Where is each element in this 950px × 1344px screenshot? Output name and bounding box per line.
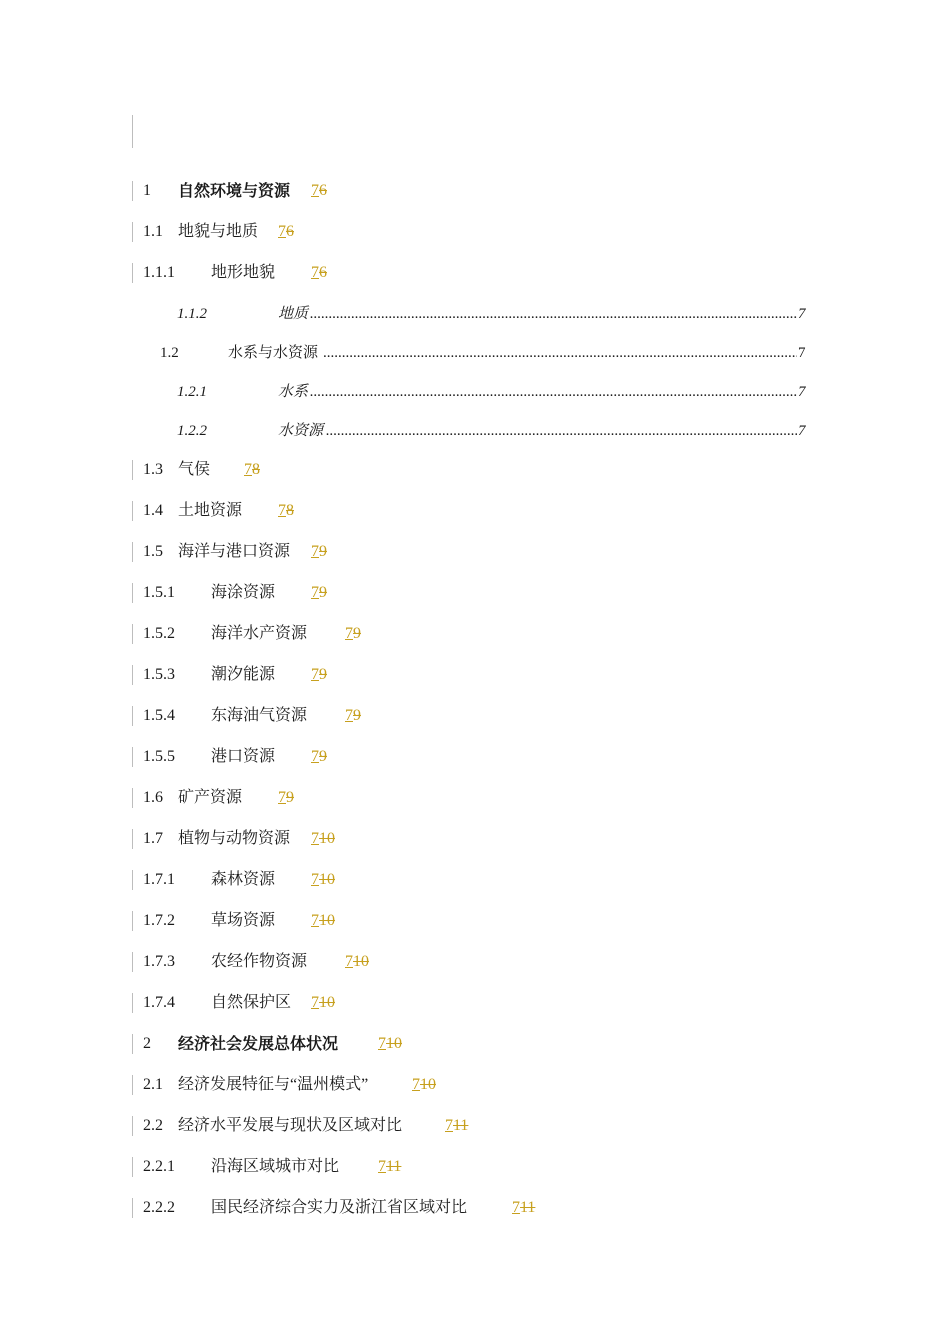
- page-number: 79: [311, 543, 327, 560]
- page-number: 710: [311, 912, 335, 929]
- page-number: 711: [378, 1158, 402, 1175]
- change-bar: [132, 1075, 133, 1095]
- change-bar: [132, 665, 133, 685]
- page-number: 79: [311, 748, 327, 765]
- change-bar: [132, 181, 133, 201]
- page-number: 79: [278, 789, 294, 806]
- change-bar: [132, 829, 133, 849]
- change-bar: [132, 583, 133, 603]
- page-number: 76: [311, 264, 327, 281]
- change-bar: [132, 1198, 133, 1218]
- change-bar: [132, 1116, 133, 1136]
- document-page: 1 自然环境与资源 76 1.1 地貌与地质 76 1.1.1 地形地貌 76 1.1.2 地质 ..... 7 1.2 水系与水资源 ..... 7 1.2.1 水系 ..... 7 1.2.2 水资源 ..... 7 1.3 气侯 78 1.4 土地资源 78 1.5 海洋与港口资源 79 1.5.1 海涂资源 79 1.5.2 海洋水产资源 79 1.5.3 潮汐能源 79 1.5.4 东海油气资源 79 1.5.5 港口资源 79 1.6 矿产资源 79 1.7 植物与动物资源 710 1.7.1 森林资源 710 1.7.2 草场资源 710 1.7.3 农经作物资源 710 1.7.4 自然保护区 710 2 经济社会发展总体状况 710 2.1 经济发展特征与“温州模式” 710 2.2 经济水平发展与现状及区域对比 711 2.2.1 沿海区域城市对比 711 2.2.2 国民经济综合实力及浙江省区域对比 711: [0, 0, 950, 1344]
- page-number: 710: [378, 1035, 402, 1052]
- change-bar: [132, 222, 133, 242]
- page-number: 7: [798, 306, 806, 322]
- change-bar: [132, 952, 133, 972]
- dot-leader: [310, 382, 797, 402]
- page-number: 79: [311, 666, 327, 683]
- change-bar: [132, 911, 133, 931]
- page-number: 711: [512, 1199, 536, 1216]
- page-number: 76: [278, 223, 294, 240]
- change-bar: [132, 1157, 133, 1177]
- dot-leader: [310, 304, 797, 324]
- page-number: 710: [412, 1076, 436, 1093]
- page-number: 710: [311, 994, 335, 1011]
- page-number: 78: [278, 502, 294, 519]
- change-bar: [132, 706, 133, 726]
- change-bar: [132, 788, 133, 808]
- change-bar: [132, 747, 133, 767]
- change-bar: [132, 624, 133, 644]
- page-number: 79: [311, 584, 327, 601]
- change-bar: [132, 993, 133, 1013]
- page-number: 7: [798, 423, 806, 439]
- dot-leader: [323, 343, 797, 363]
- page-number: 7: [798, 384, 806, 400]
- page-number: 710: [311, 830, 335, 847]
- page-number: 710: [345, 953, 369, 970]
- page-number: 76: [311, 182, 327, 199]
- page-number: 79: [345, 625, 361, 642]
- page-number: 79: [345, 707, 361, 724]
- page-number: 7: [798, 345, 806, 361]
- change-bar: [132, 460, 133, 480]
- change-bar: [132, 870, 133, 890]
- dot-leader: [326, 421, 797, 441]
- change-bar: [132, 115, 133, 148]
- page-number: 78: [244, 461, 260, 478]
- change-bar: [132, 501, 133, 521]
- change-bar: [132, 263, 133, 283]
- change-bar: [132, 1034, 133, 1054]
- change-bar: [132, 542, 133, 562]
- page-number: 710: [311, 871, 335, 888]
- page-number: 711: [445, 1117, 469, 1134]
